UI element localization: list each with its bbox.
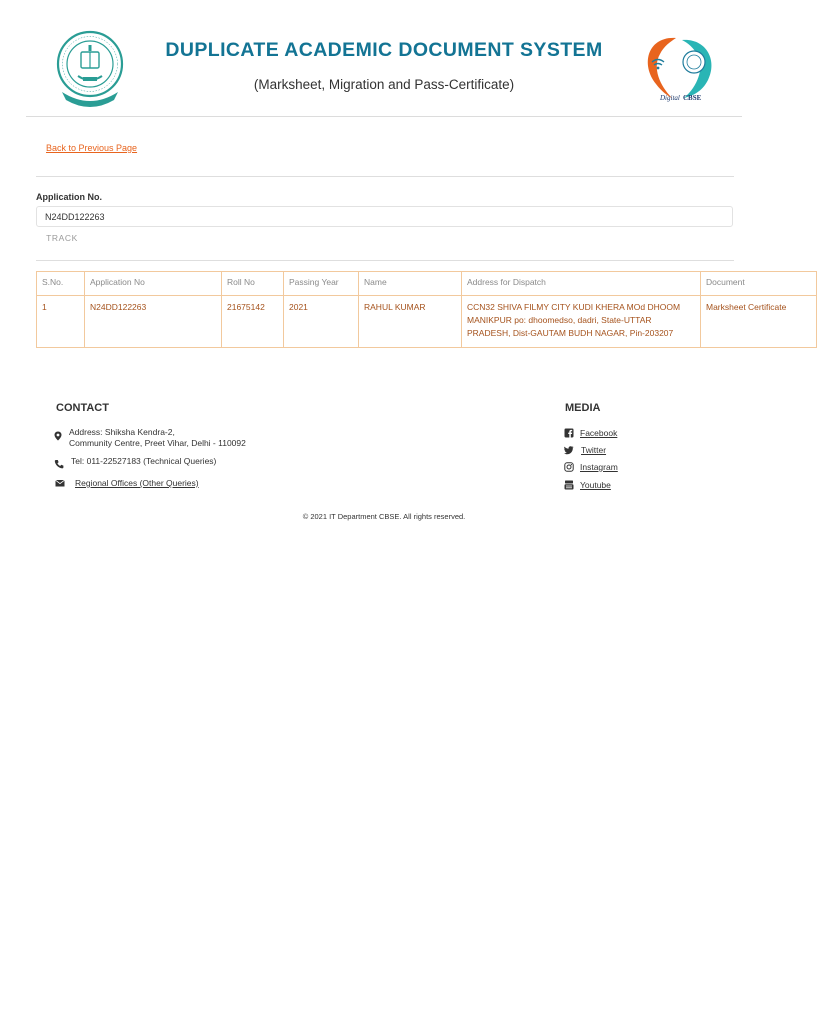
status-table: [36, 271, 817, 348]
column-header-address: Address for Dispatch: [462, 272, 701, 296]
cell-sno: 1: [37, 296, 85, 348]
map-marker-icon: [53, 431, 63, 441]
svg-text:Digital: Digital: [660, 94, 680, 102]
cbse-emblem-logo-icon: [54, 30, 126, 110]
phone-icon: [54, 459, 64, 469]
address-line-1: Address: Shiksha Kendra-2,: [69, 427, 175, 437]
contact-address: [69, 427, 246, 449]
cell-address: CCN32 SHIVA FILMY CITY KUDI KHERA MOd DHOOM MANIKPUR po: dhoomedso, dadri, State-UTTAR PRADESH, Dist-GAUTAM BUDH NAGAR, Pin-203207: [462, 296, 701, 348]
column-header-sno: S.No.: [37, 272, 85, 296]
envelope-icon: [55, 478, 65, 488]
youtube-icon: [564, 480, 574, 490]
page-title: DUPLICATE ACADEMIC DOCUMENT SYSTEM: [165, 39, 603, 61]
application-number-input[interactable]: [36, 206, 733, 227]
cell-passing-year: 2021: [284, 296, 359, 348]
instagram-icon: [564, 462, 574, 472]
back-to-previous-page-link[interactable]: Back to Previous Page: [46, 143, 138, 153]
header-divider: [26, 116, 742, 117]
cell-application-no: N24DD122263: [85, 296, 222, 348]
cell-document: Marksheet Certificate: [701, 296, 817, 348]
twitter-icon: [564, 445, 574, 455]
application-number-label: Application No.: [36, 192, 102, 202]
section-divider: [36, 176, 734, 177]
cell-roll-no: 21675142: [222, 296, 284, 348]
contact-telephone: Tel: 011-22527183 (Technical Queries): [71, 456, 217, 466]
cell-name: RAHUL KUMAR: [359, 296, 462, 348]
copyright-notice: © 2021 IT Department CBSE. All rights reserved.: [302, 512, 466, 521]
track-button[interactable]: TRACK: [36, 230, 88, 246]
youtube-link[interactable]: Youtube: [580, 480, 611, 490]
instagram-link[interactable]: Instagram: [580, 462, 618, 472]
table-header-row: [37, 272, 817, 296]
media-heading: MEDIA: [565, 402, 601, 414]
table-row: [37, 296, 817, 348]
section-divider: [36, 260, 734, 261]
page-header: [0, 0, 768, 117]
page-subtitle: (Marksheet, Migration and Pass-Certificate): [253, 77, 515, 92]
svg-text:CBSE: CBSE: [683, 94, 702, 102]
column-header-name: Name: [359, 272, 462, 296]
application-status-table[interactable]: [36, 271, 787, 349]
column-header-passing-year: Passing Year: [284, 272, 359, 296]
contact-heading: CONTACT: [56, 402, 109, 414]
address-line-2: Community Centre, Preet Vihar, Delhi - 110092: [69, 438, 246, 448]
digital-cbse-logo-icon: [638, 34, 718, 106]
column-header-document: Document: [701, 272, 817, 296]
column-header-application-no: Application No: [85, 272, 222, 296]
facebook-icon: [564, 428, 574, 438]
facebook-link[interactable]: Facebook: [580, 428, 618, 438]
column-header-roll-no: Roll No: [222, 272, 284, 296]
twitter-link[interactable]: Twitter: [581, 445, 607, 455]
regional-offices-link[interactable]: Regional Offices (Other Queries): [75, 478, 199, 488]
